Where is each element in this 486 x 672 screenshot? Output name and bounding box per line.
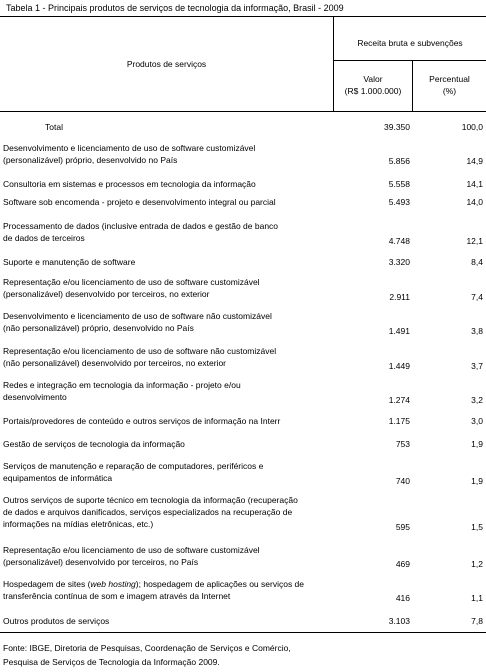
row-label xyxy=(3,276,333,300)
row-label-italic-part: web hosting xyxy=(90,579,136,589)
table-bottom-rule xyxy=(0,632,486,633)
row-label xyxy=(3,379,333,403)
row-value: 2.911 xyxy=(389,292,410,302)
row-label-line: Desenvolvimento e licenciamento de uso de software não customizável xyxy=(3,311,272,321)
row-label xyxy=(3,544,333,568)
row-label xyxy=(3,142,333,166)
column-header-value-line1: Valor xyxy=(363,74,383,84)
row-label-line: transferência contínua de som e imagem através da Internet xyxy=(3,591,231,601)
source-note-line1: Fonte: IBGE, Diretoria de Pesquisas, Coordenação de Serviços e Comércio, xyxy=(3,643,291,653)
row-label-line: informações na mídias eletrônicas, etc.) xyxy=(3,519,154,529)
row-label-line: (personalizável) desenvolvido por terceiros, no País xyxy=(3,557,199,567)
header-divider-1 xyxy=(333,16,334,112)
row-label-line: Gestão de serviços de tecnologia da informação xyxy=(3,439,185,449)
row-label xyxy=(3,615,333,627)
row-percent: 1,2 xyxy=(471,559,483,569)
row-label-line: Processamento de dados (inclusive entrada de dados e gestão de banco xyxy=(3,221,279,231)
row-label-line xyxy=(3,578,333,590)
row-label-line: (personalizável) desenvolvido por terceiros, no exterior xyxy=(3,289,210,299)
row-percent: 8,4 xyxy=(471,257,483,267)
row-value: 5.856 xyxy=(388,156,410,166)
row-value: 595 xyxy=(395,522,410,532)
row-value: 416 xyxy=(395,593,410,603)
header-top-rule xyxy=(0,16,486,17)
column-header-value xyxy=(334,73,412,97)
row-percent: 3,2 xyxy=(471,395,483,405)
table-title: Tabela 1 - Principais produtos de serviços de tecnologia da informação, Brasil - 2009 xyxy=(6,3,344,13)
row-percent: 14,9 xyxy=(466,156,483,166)
row-label xyxy=(3,220,333,244)
source-note xyxy=(3,641,291,669)
row-label-line: desenvolvimento xyxy=(3,392,67,402)
total-label: Total xyxy=(45,122,63,132)
row-label xyxy=(3,178,333,190)
row-percent: 1,5 xyxy=(471,522,483,532)
row-label xyxy=(3,256,333,268)
row-value: 3.320 xyxy=(388,257,410,267)
row-label-line: Outros produtos de serviços xyxy=(3,616,110,626)
row-label xyxy=(3,196,333,208)
row-label-line: (não personalizável) desenvolvido por terceiros, no exterior xyxy=(3,358,227,368)
row-label-line: Outros serviços de suporte técnico em tecnologia da informação (recuperação xyxy=(3,495,298,505)
column-header-percent xyxy=(413,73,486,97)
column-header-percent-line1: Percentual xyxy=(429,74,470,84)
column-header-percent-line2: (%) xyxy=(442,86,457,96)
row-percent: 14,1 xyxy=(466,179,483,189)
column-header-products: Produtos de serviços xyxy=(126,59,207,69)
row-label-line: (personalizável) próprio, desenvolvido no País xyxy=(3,155,178,165)
row-percent: 3,0 xyxy=(471,416,483,426)
row-label-line: Consultoria em sistemas e processos em tecnologia da informação xyxy=(3,179,256,189)
row-label-line: de dados e arquivos danificados, serviços especializados na recuperação de xyxy=(3,507,293,517)
total-percent: 100,0 xyxy=(461,122,483,132)
row-value: 1.175 xyxy=(388,416,410,426)
row-percent: 1,9 xyxy=(471,476,483,486)
row-percent: 12,1 xyxy=(466,236,483,246)
row-value: 469 xyxy=(395,559,410,569)
row-percent: 14,0 xyxy=(466,197,483,207)
row-label-line: de dados de terceiros xyxy=(3,233,85,243)
total-value: 39.350 xyxy=(384,122,410,132)
column-header-group: Receita bruta e subvenções xyxy=(357,38,463,48)
row-label-line: Suporte e manutenção de software xyxy=(3,257,136,267)
column-header-value-line2: (R$ 1.000.000) xyxy=(344,86,402,96)
row-label-line: Software sob encomenda - projeto e desenvolvimento integral ou parcial xyxy=(3,197,276,207)
row-label xyxy=(3,345,333,369)
row-label xyxy=(3,578,333,602)
row-label-line: Serviços de manutenção e reparação de computadores, periféricos e xyxy=(3,461,264,471)
row-percent: 1,1 xyxy=(471,593,483,603)
row-label xyxy=(3,438,333,450)
row-value: 5.558 xyxy=(388,179,410,189)
row-label xyxy=(3,310,333,334)
row-label xyxy=(3,415,333,427)
row-label-line: Redes e integração em tecnologia da informação - projeto e/ou xyxy=(3,380,241,390)
row-value: 3.103 xyxy=(388,616,410,626)
row-label-part: ); hospedagem de aplicações ou serviços de xyxy=(135,579,305,589)
row-label-line: equipamentos de informática xyxy=(3,473,113,483)
row-label-line: Portais/provedores de conteúdo e outros serviços de informação na Interr xyxy=(3,416,281,426)
row-percent: 7,4 xyxy=(471,292,483,302)
row-percent: 3,8 xyxy=(471,326,483,336)
row-value: 1.449 xyxy=(388,361,410,371)
row-percent: 3,7 xyxy=(471,361,483,371)
row-label xyxy=(3,494,333,530)
row-label-line: (não personalizável) próprio, desenvolvido no País xyxy=(3,323,194,333)
source-note-line2: Pesquisa de Serviços de Tecnologia da Informação 2009. xyxy=(3,657,220,667)
row-percent: 7,8 xyxy=(471,616,483,626)
row-label xyxy=(3,460,333,484)
row-label-line: Representação e/ou licenciamento de uso de software não customizável xyxy=(3,346,277,356)
row-value: 753 xyxy=(395,439,410,449)
row-value: 4.748 xyxy=(388,236,410,246)
header-bottom-rule xyxy=(0,111,486,112)
row-percent: 1,9 xyxy=(471,439,483,449)
row-value: 740 xyxy=(395,476,410,486)
row-label-line: Desenvolvimento e licenciamento de uso de software customizável xyxy=(3,143,256,153)
row-value: 5.493 xyxy=(388,197,410,207)
row-label-line: Representação e/ou licenciamento de uso de software customizável xyxy=(3,277,260,287)
row-label-part: Hospedagem de sites ( xyxy=(3,579,91,589)
row-value: 1.491 xyxy=(388,326,410,336)
row-label-line: Representação e/ou licenciamento de uso de software customizável xyxy=(3,545,260,555)
subheader-rule xyxy=(334,60,486,61)
row-value: 1.274 xyxy=(388,395,410,405)
